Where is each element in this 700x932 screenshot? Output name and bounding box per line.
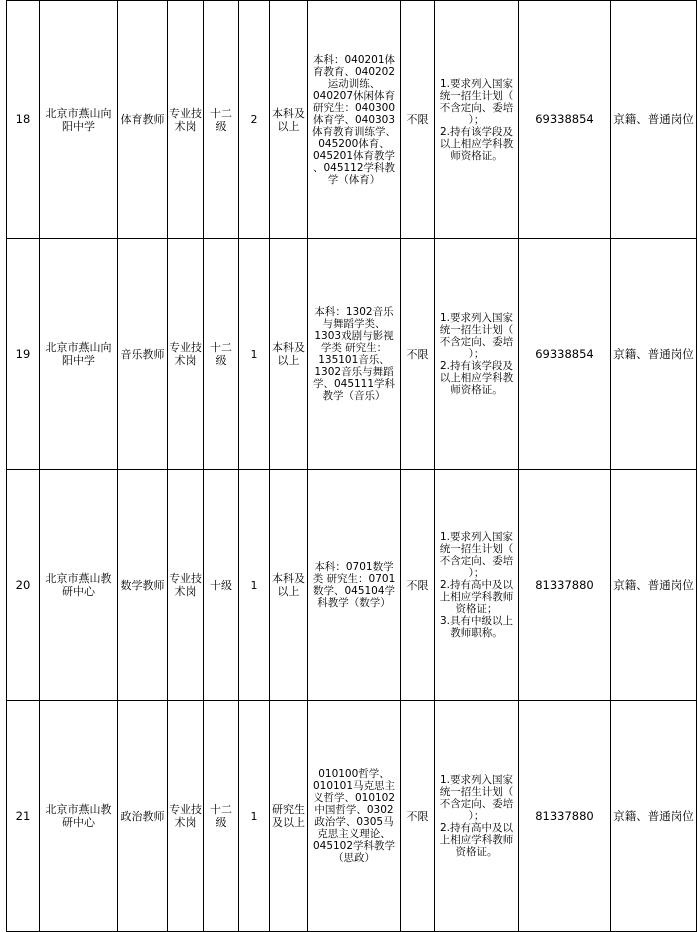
cell-phone: 69338854 <box>519 239 611 470</box>
recruitment-table <box>6 0 697 932</box>
cell-age: 不限 <box>401 701 435 932</box>
cell-unit-line: 研中心 <box>62 816 95 829</box>
cell-requirements-line: 以上相应学科教 <box>439 137 514 150</box>
cell-requirements-line: ）； <box>468 810 485 822</box>
cell-education-line: 以上 <box>277 119 300 133</box>
cell-category-line: 专业技 <box>169 106 202 120</box>
cell-major-line: 学（体育） <box>327 173 381 186</box>
table-row <box>7 701 697 932</box>
cell-major-line: 体育学、040303 <box>312 113 396 126</box>
cell-unit-line: 北京市燕山教 <box>45 803 112 816</box>
cell-phone: 69338854 <box>519 1 611 239</box>
cell-major-line: 克思主义理论、 <box>317 828 391 840</box>
cell-requirements-line: ）； <box>468 113 485 126</box>
cell-note: 京籍、普通岗位 <box>611 239 697 470</box>
cell-major-line: 045200体育、 <box>318 137 390 150</box>
cell-unit-line: 阳中学 <box>62 119 95 133</box>
cell-requirements-line: 1.要求列入国家 <box>439 312 514 324</box>
cell-level: 十二级 <box>204 239 239 470</box>
cell-category <box>168 1 204 239</box>
cell-requirements-line: 统一招生计划（ <box>439 89 514 102</box>
cell-major-line: 研究生：040300 <box>312 101 396 114</box>
cell-requirements <box>435 1 519 239</box>
cell-major-line: 本科：0701数学 <box>314 561 394 573</box>
cell-major-line: 政治学、0305马 <box>314 816 394 828</box>
cell-unit-line: 阳中学 <box>62 354 95 367</box>
cell-major-line: 040207休闲体育 <box>312 89 396 102</box>
cell-level: 十二级 <box>204 701 239 932</box>
cell-major-line: 中国哲学、0302 <box>314 804 394 816</box>
cell-education <box>270 239 308 470</box>
cell-major-line: 学、045111学科 <box>312 378 396 390</box>
cell-requirements-line: 资格证。 <box>455 846 498 858</box>
cell-major-line: 、045112学科教 <box>312 161 396 174</box>
cell-level: 十级 <box>204 470 239 701</box>
cell-major-line: 数学、045104学 <box>312 585 396 597</box>
cell-requirements-line: 师资格证。 <box>450 384 503 396</box>
cell-requirements-line: 1.要求列入国家 <box>439 531 514 543</box>
cell-major-line: 1302音乐与舞蹈 <box>314 366 394 378</box>
cell-education <box>270 470 308 701</box>
cell-category-line: 术岗 <box>174 354 197 367</box>
cell-category <box>168 470 204 701</box>
cell-education-line: 研究生 <box>272 803 305 816</box>
table-row <box>7 239 697 470</box>
cell-requirements-line: 2.持有该学段及 <box>439 360 514 372</box>
cell-requirements-line: 上相应学科教师 <box>439 834 514 846</box>
cell-unit <box>40 239 118 470</box>
cell-count: 2 <box>239 1 270 239</box>
cell-requirements-line: ）； <box>468 567 485 579</box>
cell-unit-line: 北京市燕山向 <box>45 106 112 120</box>
cell-category-line: 术岗 <box>174 119 197 133</box>
cell-education-line: 以上 <box>277 585 300 598</box>
cell-requirements-line: 统一招生计划（ <box>439 543 514 555</box>
cell-category <box>168 239 204 470</box>
cell-requirements-line: 2.持有高中及以 <box>439 579 514 591</box>
cell-education <box>270 1 308 239</box>
cell-major-line: （思政） <box>333 852 375 864</box>
cell-age: 不限 <box>401 239 435 470</box>
cell-count: 1 <box>239 239 270 470</box>
cell-major <box>308 239 401 470</box>
cell-education-line: 以上 <box>277 354 300 367</box>
cell-requirements-line: 不含定向、委培 <box>439 555 514 567</box>
cell-category-line: 术岗 <box>174 816 197 829</box>
cell-category-line: 专业技 <box>169 572 202 585</box>
cell-requirements <box>435 470 519 701</box>
cell-requirements-line: 上相应学科教师 <box>439 591 514 603</box>
cell-education-line: 及以上 <box>272 816 305 829</box>
cell-unit-line: 研中心 <box>62 585 95 598</box>
cell-requirements-line: 不含定向、委培 <box>439 798 514 810</box>
cell-requirements-line: 不含定向、委培 <box>439 101 514 114</box>
cell-category <box>168 701 204 932</box>
cell-education <box>270 701 308 932</box>
cell-category-line: 专业技 <box>169 341 202 354</box>
cell-major <box>308 1 401 239</box>
cell-major-line: 010100哲学、 <box>318 768 390 780</box>
table-row <box>7 1 697 239</box>
cell-major-line: 1303戏剧与影视 <box>314 330 394 342</box>
cell-note: 京籍、普通岗位 <box>611 701 697 932</box>
cell-position: 音乐教师 <box>118 239 168 470</box>
cell-unit-line: 北京市燕山教 <box>45 572 112 585</box>
cell-seq: 20 <box>7 470 40 701</box>
cell-age: 不限 <box>401 470 435 701</box>
cell-requirements-line: 统一招生计划（ <box>439 786 514 798</box>
cell-major-line: 045201体育教学 <box>312 149 396 162</box>
table-body <box>7 1 697 932</box>
cell-requirements-line: 2.持有高中及以 <box>439 822 514 834</box>
cell-unit <box>40 701 118 932</box>
cell-education-line: 本科及 <box>272 341 305 354</box>
cell-education-line: 本科及 <box>272 572 305 585</box>
cell-age: 不限 <box>401 1 435 239</box>
cell-major-line: 义哲学、010102 <box>312 792 396 804</box>
cell-unit-line: 北京市燕山向 <box>45 341 112 354</box>
cell-phone: 81337880 <box>519 470 611 701</box>
cell-seq: 18 <box>7 1 40 239</box>
table-row <box>7 470 697 701</box>
cell-requirements-line: 3.具有中级以上 <box>439 615 514 627</box>
cell-major-line: 运动训练、 <box>327 77 381 90</box>
cell-education-line: 本科及 <box>272 106 305 120</box>
cell-position: 数学教师 <box>118 470 168 701</box>
cell-position: 政治教师 <box>118 701 168 932</box>
cell-major-line: 教学（音乐） <box>322 390 386 402</box>
cell-requirements-line: 不含定向、委培 <box>439 336 514 348</box>
cell-major-line: 类 研究生：0701 <box>312 573 396 585</box>
cell-note: 京籍、普通岗位 <box>611 470 697 701</box>
cell-unit <box>40 1 118 239</box>
cell-major-line: 045102学科教学 <box>312 840 396 852</box>
cell-requirements-line: 2.持有该学段及 <box>439 125 514 138</box>
cell-count: 1 <box>239 470 270 701</box>
cell-count: 1 <box>239 701 270 932</box>
cell-major-line: 135101音乐、 <box>318 354 390 366</box>
cell-level: 十二级 <box>204 1 239 239</box>
cell-major-line: 学类 研究生： <box>320 342 388 354</box>
cell-requirements-line: 资格证； <box>455 603 498 615</box>
cell-requirements-line: ）； <box>468 348 485 360</box>
cell-major-line: 科教学（数学） <box>317 597 391 609</box>
cell-major-line: 010101马克思主 <box>312 780 396 792</box>
cell-requirements-line: 1.要求列入国家 <box>439 77 514 90</box>
cell-major <box>308 701 401 932</box>
cell-requirements-line: 1.要求列入国家 <box>439 774 514 786</box>
cell-requirements-line: 师资格证。 <box>450 149 503 162</box>
cell-major-line: 本科：1302音乐 <box>314 306 394 318</box>
cell-major-line: 体育教育训练学、 <box>312 125 396 138</box>
cell-requirements-line: 教师职称。 <box>450 627 503 639</box>
cell-seq: 21 <box>7 701 40 932</box>
cell-requirements-line: 统一招生计划（ <box>439 324 514 336</box>
cell-phone: 81337880 <box>519 701 611 932</box>
cell-major-line: 育教育、040202 <box>312 65 396 78</box>
cell-major <box>308 470 401 701</box>
cell-unit <box>40 470 118 701</box>
cell-category-line: 术岗 <box>174 585 197 598</box>
cell-position: 体育教师 <box>118 1 168 239</box>
cell-requirements <box>435 701 519 932</box>
cell-category-line: 专业技 <box>169 803 202 816</box>
cell-major-line: 本科：040201体 <box>312 53 396 66</box>
cell-requirements <box>435 239 519 470</box>
cell-requirements-line: 以上相应学科教 <box>439 372 514 384</box>
cell-note: 京籍、普通岗位 <box>611 1 697 239</box>
cell-major-line: 与舞蹈学类、 <box>322 318 386 330</box>
cell-seq: 19 <box>7 239 40 470</box>
